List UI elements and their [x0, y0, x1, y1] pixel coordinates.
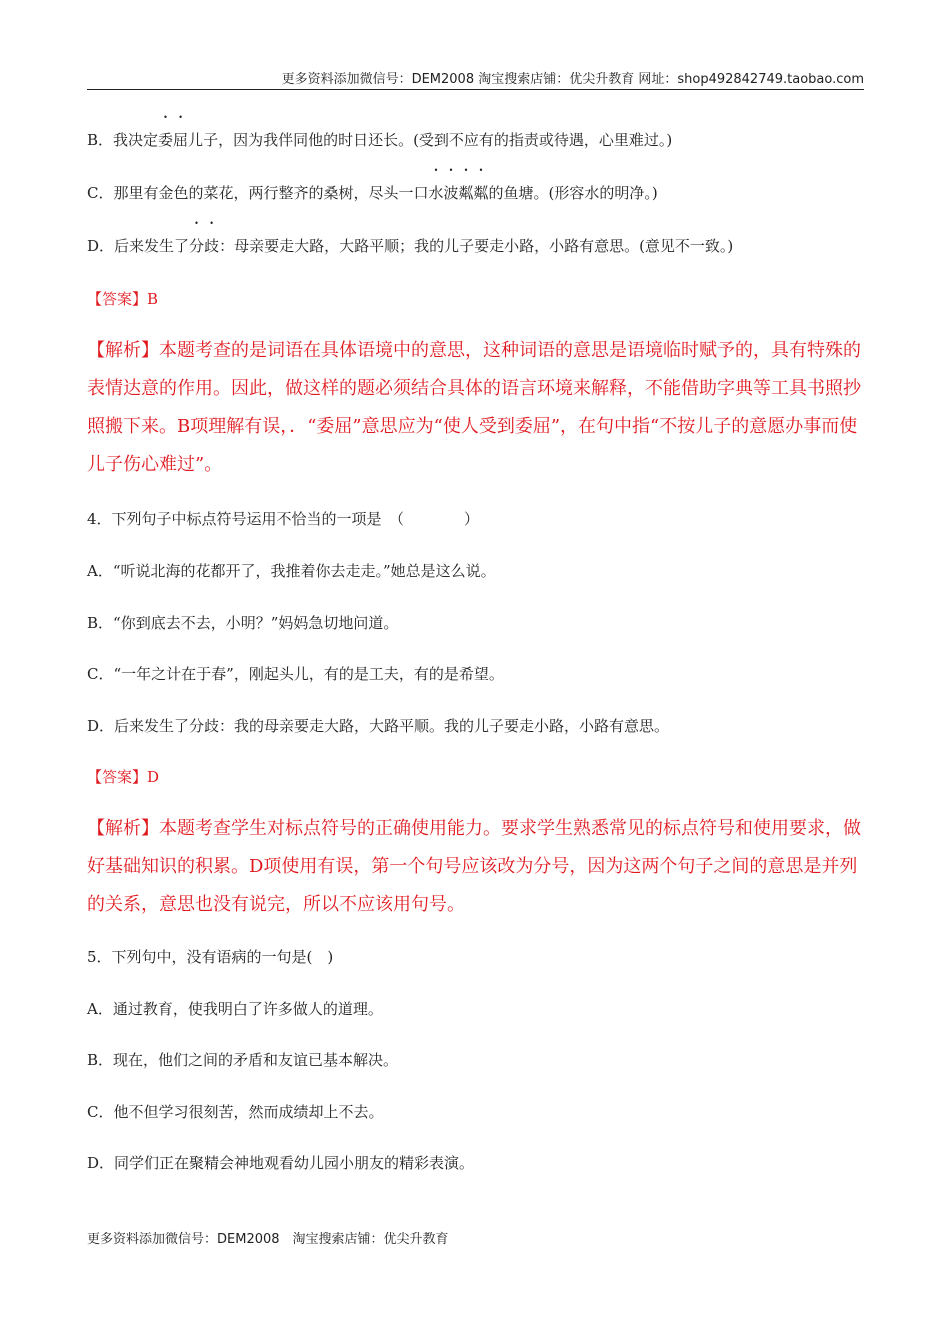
q5-option-a: A．通过教育，使我明白了许多做人的道理。: [87, 1000, 383, 1018]
q3-option-b: [87, 128, 870, 152]
q5-option-c: C．他不但学习很刻苦，然而成绩却上不去。: [87, 1103, 384, 1121]
q3-option-d-pre: D．后来发生了: [87, 237, 190, 255]
q4-analysis: [87, 810, 872, 924]
page-header: 更多资料添加微信号：DEM2008 淘宝搜索店铺：优尖升教育 网址：shop492842749.taobao.com: [281, 72, 864, 87]
q4-option-a: A．“听说北海的花都开了，我推着你去走走。”她总是这么说。: [87, 562, 496, 580]
emphasis-char: 歧: [204, 237, 220, 255]
q5-stem: 5．下列句中，没有语病的一句是( ): [87, 948, 334, 966]
q5-option-b: B．现在，他们之间的矛盾和友谊已基本解决。: [87, 1051, 399, 1069]
q4-stem: 4．下列句子中标点符号运用不恰当的一项是 （ ）: [87, 510, 480, 528]
q5-option-d: D．同学们正在聚精会神地观看幼儿园小朋友的精彩表演。: [87, 1154, 475, 1172]
q4-option-d: D．后来发生了分歧：我的母亲要走大路，大路平顺。我的儿子要走小路，小路有意思。: [87, 717, 670, 735]
q4-analysis-label: 【解析】: [87, 818, 159, 839]
q3-option-b-post: 儿子，因为我伴同他的时日还长。(受到不应有的指责或待遇，心里难过。): [188, 131, 673, 149]
q3-analysis-text: 本题考查的是词语在具体语境中的意思，这种词语的意思是语境临时赋予的，具有特殊的表情达意的作用。因此，做这样的题必须结合具体的语言环境来解释，不能借助字典等工具书照抄照搬下来。B项理解有误，．“委屈”意思应为“使人受到委屈”，在句中指“不按儿子的意愿办事而使儿子伤心难过”。: [87, 340, 861, 475]
page-footer: 更多资料添加微信号：DEM2008 淘宝搜索店铺：优尖升教育: [87, 1232, 449, 1247]
q3-option-d-post: ：母亲要走大路，大路平顺；我的儿子要走小路，小路有意思。(意见不一致。): [219, 237, 734, 255]
q4-option-c: C．“一年之计在于春”，刚起头儿，有的是工夫，有的是希望。: [87, 665, 504, 683]
q4-answer: 【答案】D: [87, 768, 160, 786]
q3-analysis: [87, 332, 868, 484]
q3-option-c-post: 的鱼塘。(形容水的明净。): [488, 184, 658, 202]
q3-option-b-pre: B．我决定: [87, 131, 159, 149]
emphasis-char: 粼: [473, 184, 489, 202]
q3-option-c-pre: C．那里有金色的菜花，两行整齐的桑树，尽头一口: [87, 184, 429, 202]
emphasis-char: 粼: [458, 184, 474, 202]
header-divider: [87, 89, 864, 90]
q4-analysis-text: 本题考查学生对标点符号的正确使用能力。要求学生熟悉常见的标点符号和使用要求，做好基础知识的积累。D项使用有误，第一个句号应该改为分号，因为这两个句子之间的意思是并列的关系，意思也没有说完，所以不应该用句号。: [87, 818, 861, 915]
emphasis-char: 屈: [173, 131, 189, 149]
q3-option-d: [87, 234, 870, 258]
q3-option-c: [87, 181, 870, 205]
q3-analysis-label: 【解析】: [87, 340, 159, 361]
q3-answer: 【答案】B: [87, 290, 159, 308]
emphasis-char: 波: [443, 184, 459, 202]
emphasis-char: 委: [158, 131, 174, 149]
q4-option-b: B．“你到底去不去，小明？”妈妈急切地问道。: [87, 614, 399, 632]
emphasis-char: 水: [428, 184, 444, 202]
emphasis-char: 分: [189, 237, 205, 255]
